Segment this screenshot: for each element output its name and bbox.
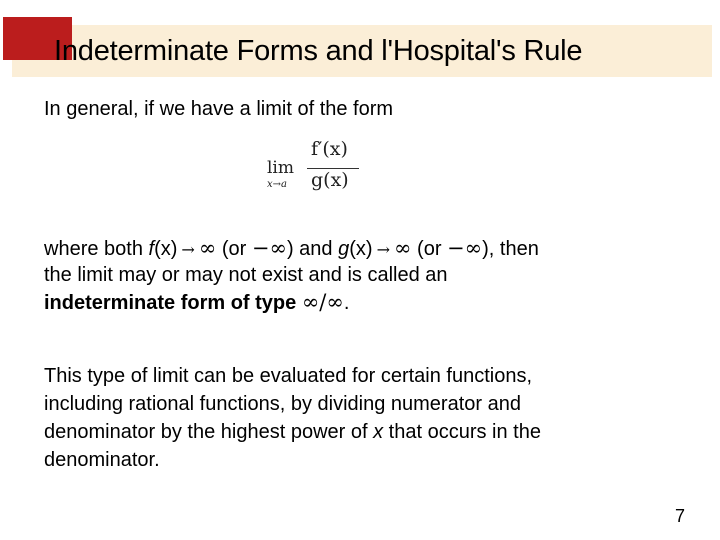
neg-infinity-symbol: −∞ [447,236,483,260]
f-symbol: f [148,238,155,260]
slide-title: Indeterminate Forms and l'Hospital's Rule [54,35,583,67]
form-type-symbol: ∞/∞ [301,290,344,314]
infinity-symbol: ∞ [393,236,412,260]
g-symbol: g [338,238,350,260]
formula-numerator: f′(x) [311,138,348,160]
description-text: denominator by the highest power of [44,421,374,443]
description-line-4: denominator. [44,449,160,471]
condition-text: ) and [286,238,339,260]
arrow-symbol: → [376,240,390,259]
description-paragraph [44,362,541,474]
condition-line-2: the limit may or may not exist and is called an [44,264,448,286]
condition-text: ), then [482,238,539,260]
lim-operator: lim [267,158,294,178]
condition-text: (or [216,238,252,260]
page-number: 7 [675,506,686,526]
description-line-1: This type of limit can be evaluated for certain functions, [44,365,533,387]
x-arg: (x) [349,238,373,260]
description-line-3 [44,418,541,446]
x-arg: (x) [154,238,178,260]
formula-denominator: g(x) [311,169,349,191]
neg-infinity-symbol: −∞ [251,236,287,260]
condition-line-3 [44,290,539,317]
intro-text: In general, if we have a limit of the form [44,98,394,120]
description-line-2: including rational functions, by dividing numerator and [44,393,521,415]
period: . [343,292,350,314]
condition-paragraph [44,236,539,317]
x-variable: x [373,421,384,443]
infinity-symbol: ∞ [198,236,217,260]
arrow-symbol: → [181,240,195,259]
lim-subscript: x→a [267,179,287,190]
condition-line-1 [44,236,539,263]
condition-text: (or [411,238,448,260]
indeterminate-form-term: indeterminate form of type [44,292,302,314]
condition-text: where both [44,238,149,260]
description-text: that occurs in the [383,421,541,443]
